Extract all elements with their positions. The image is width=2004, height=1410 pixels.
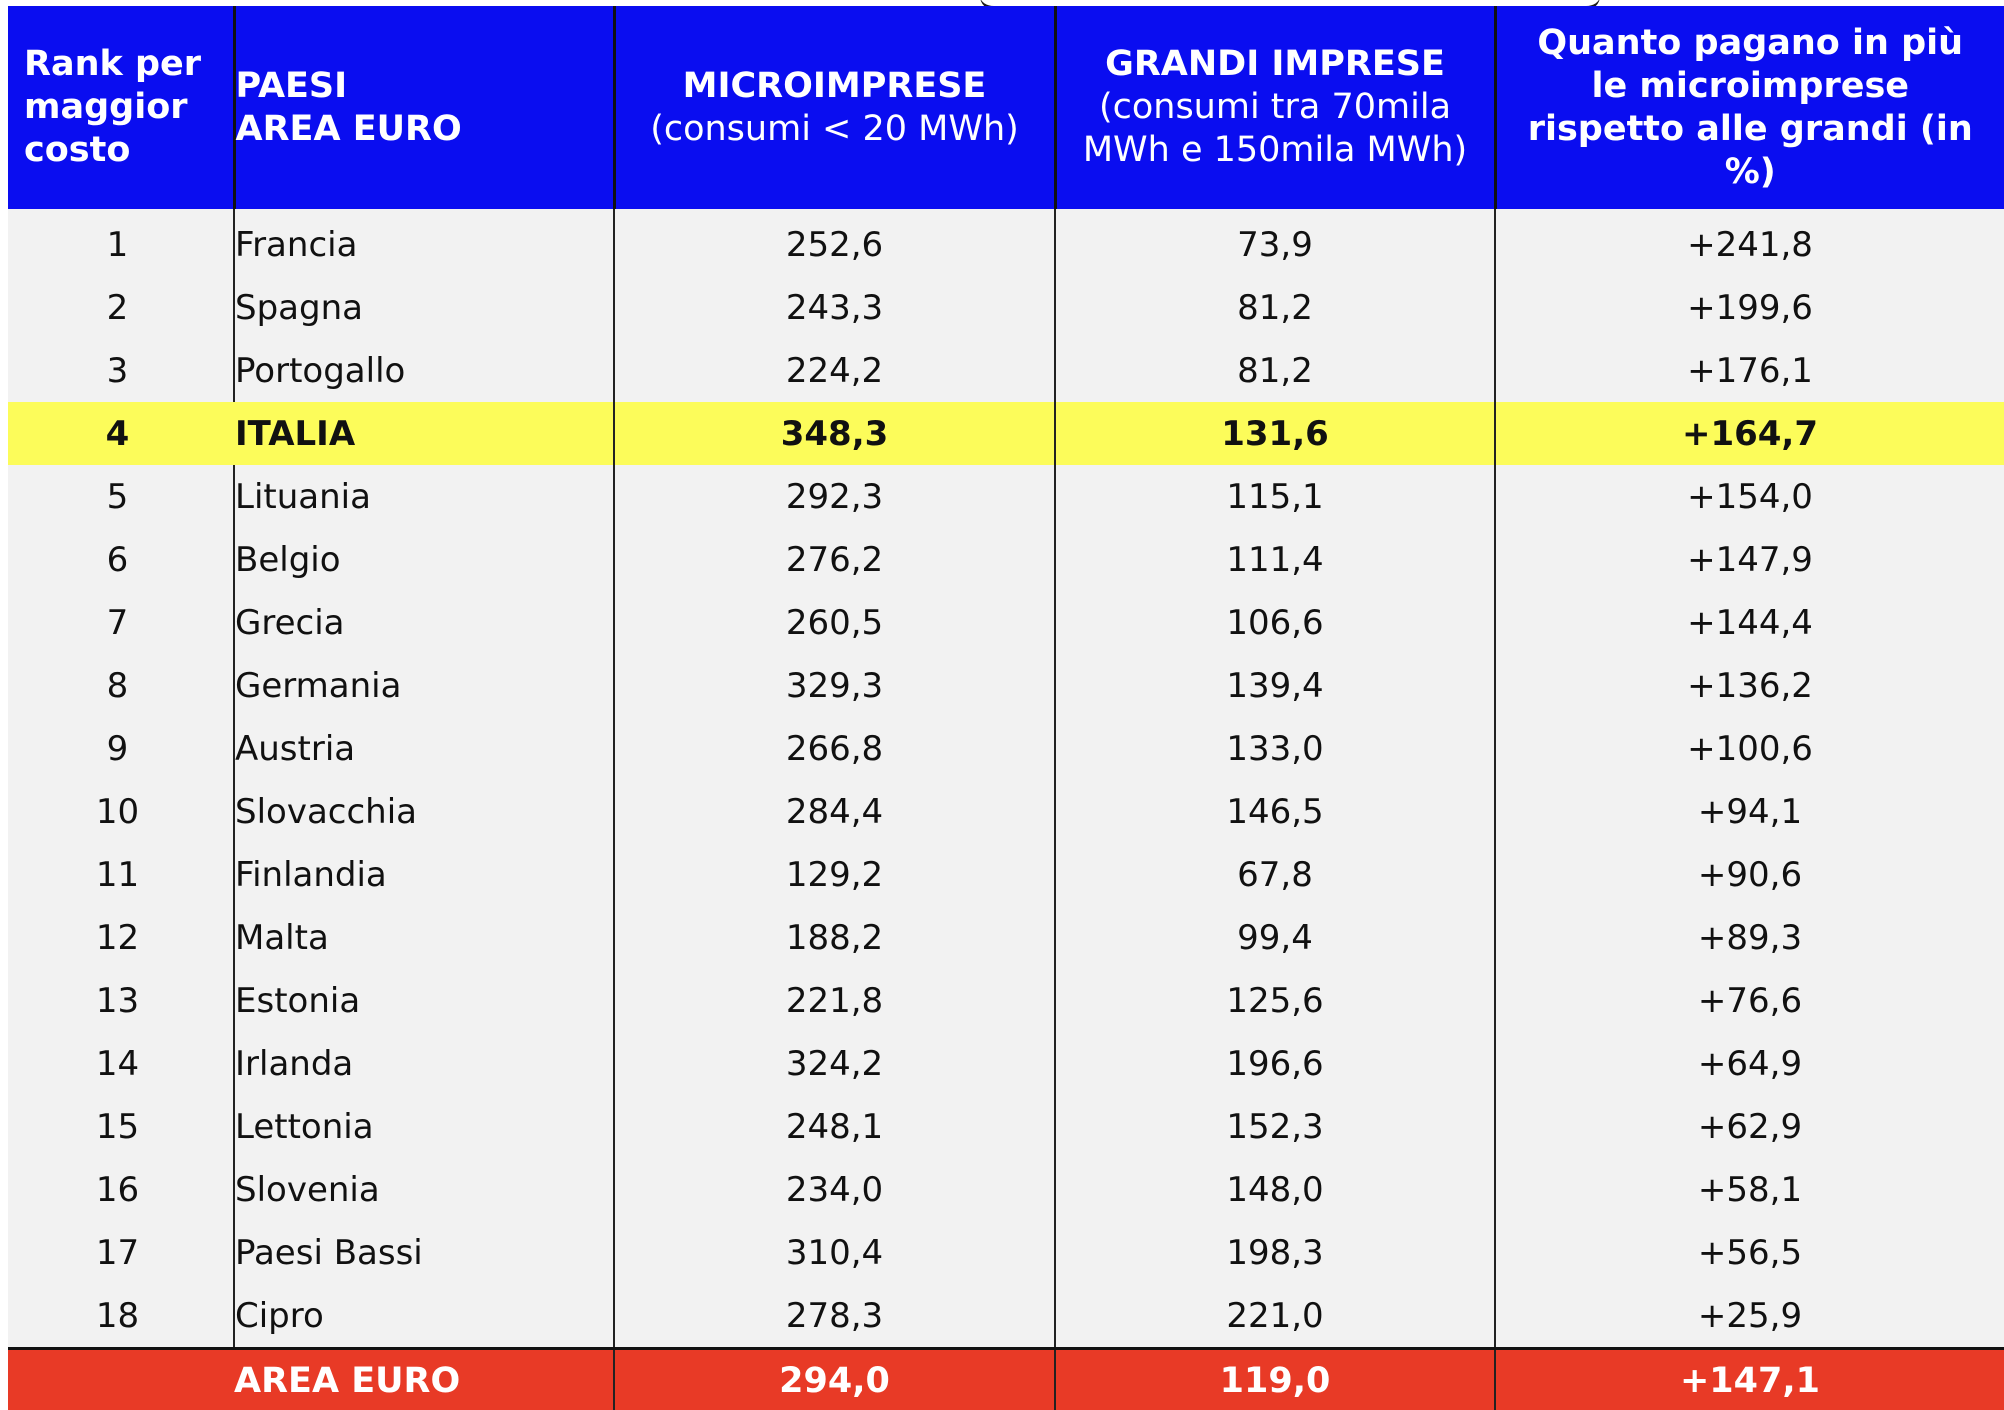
cell-pct: +241,8: [1495, 209, 2004, 276]
cell-country: Estonia: [234, 969, 614, 1032]
table-row: [8, 591, 2004, 654]
cell-country: ITALIA: [234, 402, 614, 465]
cell-micro: 284,4: [614, 780, 1055, 843]
header-micro-sub: (consumi < 20 MWh): [650, 108, 1019, 149]
header-rank-label: Rank per maggior costo: [24, 44, 201, 170]
cell-country: Lituania: [234, 465, 614, 528]
cell-micro: 221,8: [614, 969, 1055, 1032]
table-row-highlighted: [8, 402, 2004, 465]
table-row: [8, 1032, 2004, 1095]
price-comparison-table: [8, 6, 2004, 1410]
cell-micro: 278,3: [614, 1284, 1055, 1349]
cell-rank: 17: [8, 1221, 234, 1284]
header-large: [1055, 6, 1495, 209]
footer-pct: +147,1: [1495, 1349, 2004, 1410]
cell-micro: 234,0: [614, 1158, 1055, 1221]
cell-rank: 8: [8, 654, 234, 717]
cell-rank: 11: [8, 843, 234, 906]
table-footer: [8, 1349, 2004, 1410]
cell-pct: +76,6: [1495, 969, 2004, 1032]
cell-country: Portogallo: [234, 339, 614, 402]
cell-rank: 15: [8, 1095, 234, 1158]
header-country: [234, 6, 614, 209]
cell-large: 125,6: [1055, 969, 1495, 1032]
cell-rank: 5: [8, 465, 234, 528]
table-row: [8, 780, 2004, 843]
table-row: [8, 969, 2004, 1032]
cell-pct: +154,0: [1495, 465, 2004, 528]
cell-large: 198,3: [1055, 1221, 1495, 1284]
table-row: [8, 1095, 2004, 1158]
cell-pct: +136,2: [1495, 654, 2004, 717]
cell-country: Cipro: [234, 1284, 614, 1349]
cell-micro: 292,3: [614, 465, 1055, 528]
cell-rank: 9: [8, 717, 234, 780]
footer-country: AREA EURO: [234, 1349, 614, 1410]
cell-country: Grecia: [234, 591, 614, 654]
cell-micro: 129,2: [614, 843, 1055, 906]
footer-rank: [8, 1349, 234, 1410]
header-large-sub: (consumi tra 70mila MWh e 150mila MWh): [1082, 87, 1468, 170]
footer-large: 119,0: [1055, 1349, 1495, 1410]
cell-rank: 3: [8, 339, 234, 402]
cell-rank: 12: [8, 906, 234, 969]
table-header: [8, 6, 2004, 209]
cell-rank: 13: [8, 969, 234, 1032]
header-pct: [1495, 6, 2004, 209]
cell-pct: +25,9: [1495, 1284, 2004, 1349]
table-row: [8, 276, 2004, 339]
cell-pct: +89,3: [1495, 906, 2004, 969]
cell-large: 99,4: [1055, 906, 1495, 969]
cell-country: Spagna: [234, 276, 614, 339]
table-row: [8, 1221, 2004, 1284]
cell-large: 152,3: [1055, 1095, 1495, 1158]
header-micro: [614, 6, 1055, 209]
cell-large: 131,6: [1055, 402, 1495, 465]
table-row: [8, 1158, 2004, 1221]
cell-large: 106,6: [1055, 591, 1495, 654]
cell-rank: 7: [8, 591, 234, 654]
cell-large: 146,5: [1055, 780, 1495, 843]
table-row: [8, 209, 2004, 276]
header-country-line2: AREA EURO: [235, 108, 462, 149]
table-row: [8, 528, 2004, 591]
table-row: [8, 339, 2004, 402]
cell-country: Finlandia: [234, 843, 614, 906]
cell-pct: +147,9: [1495, 528, 2004, 591]
cell-rank: 18: [8, 1284, 234, 1349]
cell-micro: 266,8: [614, 717, 1055, 780]
table-row: [8, 654, 2004, 717]
cell-micro: 276,2: [614, 528, 1055, 591]
cell-country: Paesi Bassi: [234, 1221, 614, 1284]
cell-micro: 329,3: [614, 654, 1055, 717]
footer-micro: 294,0: [614, 1349, 1055, 1410]
cell-micro: 224,2: [614, 339, 1055, 402]
header-row: [8, 6, 2004, 209]
cell-pct: +144,4: [1495, 591, 2004, 654]
cell-rank: 10: [8, 780, 234, 843]
cell-large: 133,0: [1055, 717, 1495, 780]
cell-rank: 14: [8, 1032, 234, 1095]
cell-pct: +64,9: [1495, 1032, 2004, 1095]
table-row: [8, 717, 2004, 780]
cell-rank: 1: [8, 209, 234, 276]
table-row: [8, 1284, 2004, 1349]
table-row: [8, 906, 2004, 969]
table-body: [8, 209, 2004, 1349]
header-country-line1: PAESI: [235, 65, 348, 106]
cell-large: 67,8: [1055, 843, 1495, 906]
cell-large: 111,4: [1055, 528, 1495, 591]
cell-rank: 4: [8, 402, 234, 465]
cell-country: Belgio: [234, 528, 614, 591]
cell-micro: 260,5: [614, 591, 1055, 654]
cell-pct: +94,1: [1495, 780, 2004, 843]
cell-large: 81,2: [1055, 276, 1495, 339]
cell-pct: +90,6: [1495, 843, 2004, 906]
cell-micro: 348,3: [614, 402, 1055, 465]
cell-pct: +58,1: [1495, 1158, 2004, 1221]
cell-country: Germania: [234, 654, 614, 717]
cell-large: 148,0: [1055, 1158, 1495, 1221]
header-pct-title: Quanto pagano in più le microimprese rispetto alle grandi (in %): [1527, 22, 1973, 192]
cell-country: Slovenia: [234, 1158, 614, 1221]
cell-rank: 16: [8, 1158, 234, 1221]
cell-micro: 252,6: [614, 209, 1055, 276]
cell-large: 73,9: [1055, 209, 1495, 276]
cell-pct: +164,7: [1495, 402, 2004, 465]
cell-country: Francia: [234, 209, 614, 276]
cell-country: Lettonia: [234, 1095, 614, 1158]
cell-large: 81,2: [1055, 339, 1495, 402]
cell-micro: 243,3: [614, 276, 1055, 339]
cell-micro: 248,1: [614, 1095, 1055, 1158]
cell-pct: +100,6: [1495, 717, 2004, 780]
cell-pct: +56,5: [1495, 1221, 2004, 1284]
cell-country: Slovacchia: [234, 780, 614, 843]
cell-micro: 188,2: [614, 906, 1055, 969]
cell-pct: +199,6: [1495, 276, 2004, 339]
cell-micro: 324,2: [614, 1032, 1055, 1095]
price-comparison-table-container: [8, 6, 2004, 1410]
cell-country: Austria: [234, 717, 614, 780]
cell-large: 139,4: [1055, 654, 1495, 717]
cell-micro: 310,4: [614, 1221, 1055, 1284]
header-large-title: GRANDI IMPRESE: [1105, 44, 1445, 84]
header-micro-title: MICROIMPRESE: [682, 65, 987, 106]
cell-pct: +62,9: [1495, 1095, 2004, 1158]
table-row: [8, 843, 2004, 906]
cell-large: 196,6: [1055, 1032, 1495, 1095]
cell-rank: 6: [8, 528, 234, 591]
cell-large: 115,1: [1055, 465, 1495, 528]
cell-country: Malta: [234, 906, 614, 969]
footer-row-area-euro: [8, 1349, 2004, 1410]
cell-large: 221,0: [1055, 1284, 1495, 1349]
cell-country: Irlanda: [234, 1032, 614, 1095]
header-rank: [8, 6, 234, 209]
table-row: [8, 465, 2004, 528]
cell-pct: +176,1: [1495, 339, 2004, 402]
cell-rank: 2: [8, 276, 234, 339]
